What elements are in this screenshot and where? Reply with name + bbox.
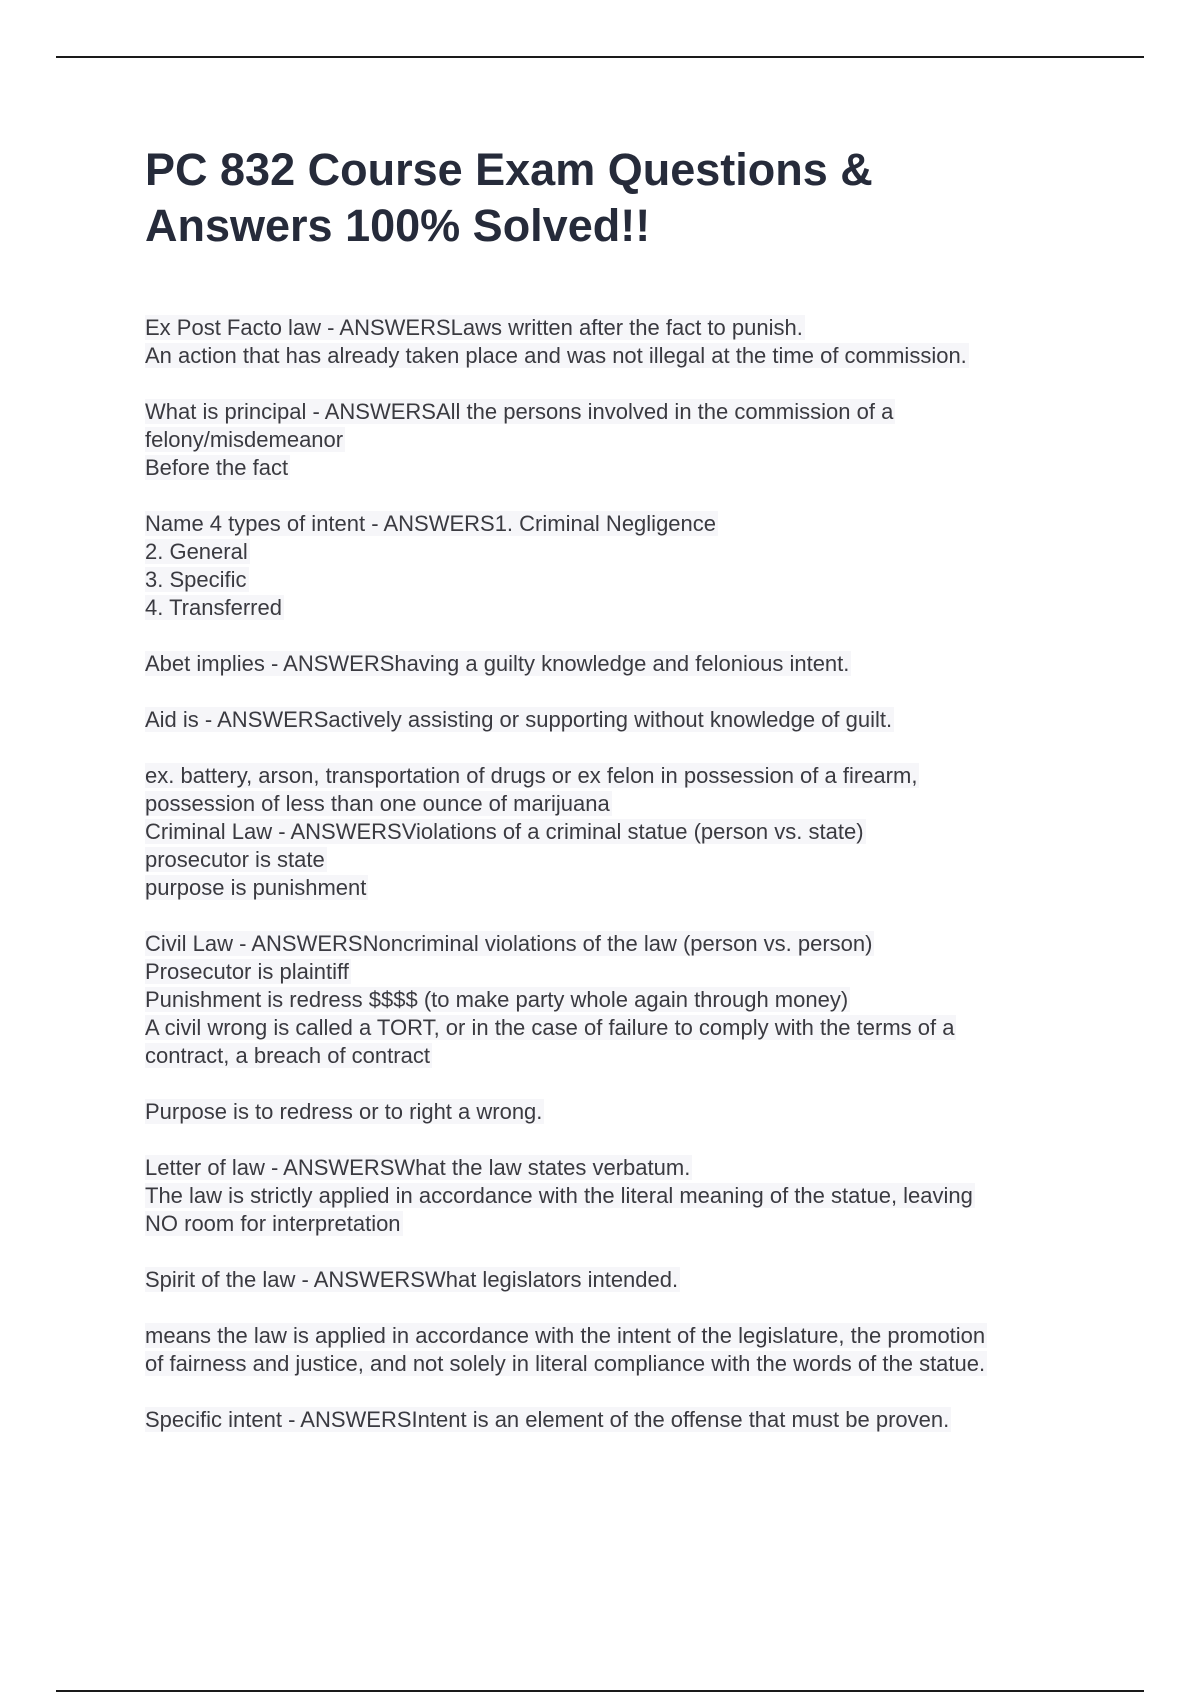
qa-line xyxy=(145,538,1085,566)
qa-entry xyxy=(145,930,1085,1070)
top-divider xyxy=(56,56,1144,58)
qa-line-text: Ex Post Facto law - ANSWERSLaws written after the fact to punish. xyxy=(145,315,803,340)
qa-line-text: ex. battery, arson, transportation of drugs or ex felon in possession of a firearm, xyxy=(145,763,918,788)
qa-entry xyxy=(145,510,1085,622)
qa-line xyxy=(145,874,1085,902)
qa-line-text: possession of less than one ounce of marijuana xyxy=(145,791,610,816)
qa-entry xyxy=(145,314,1085,370)
qa-entry xyxy=(145,1322,1085,1378)
qa-entry xyxy=(145,1154,1085,1238)
qa-line-text: A civil wrong is called a TORT, or in the case of failure to comply with the terms of a xyxy=(145,1015,955,1040)
qa-line-text: Abet implies - ANSWERShaving a guilty knowledge and felonious intent. xyxy=(145,651,850,676)
qa-line xyxy=(145,1406,1085,1434)
qa-line xyxy=(145,958,1085,986)
qa-line xyxy=(145,706,1085,734)
bottom-divider xyxy=(56,1690,1144,1692)
qa-line-text: felony/misdemeanor xyxy=(145,427,344,452)
title-line-2: Answers 100% Solved!! xyxy=(145,200,651,251)
qa-entry xyxy=(145,398,1085,482)
qa-line-text: purpose is punishment xyxy=(145,875,367,900)
qa-line-text: prosecutor is state xyxy=(145,847,325,872)
qa-line-text: The law is strictly applied in accordance with the literal meaning of the statue, leaving xyxy=(145,1183,973,1208)
qa-line xyxy=(145,510,1085,538)
qa-line xyxy=(145,342,1085,370)
qa-line xyxy=(145,314,1085,342)
qa-line-text: Before the fact xyxy=(145,455,289,480)
qa-line-text: An action that has already taken place and was not illegal at the time of commission. xyxy=(145,343,967,368)
title-line-1: PC 832 Course Exam Questions & xyxy=(145,144,873,195)
document-title xyxy=(145,142,1085,254)
qa-line xyxy=(145,846,1085,874)
qa-line xyxy=(145,1014,1085,1042)
qa-entry xyxy=(145,1266,1085,1294)
qa-line xyxy=(145,930,1085,958)
qa-line-text: 2. General xyxy=(145,539,248,564)
qa-line-text: What is principal - ANSWERSAll the persons involved in the commission of a xyxy=(145,399,894,424)
qa-line-text: Letter of law - ANSWERSWhat the law states verbatum. xyxy=(145,1155,691,1180)
qa-line xyxy=(145,1182,1085,1210)
qa-line-text: Purpose is to redress or to right a wrong. xyxy=(145,1099,543,1124)
qa-line xyxy=(145,1098,1085,1126)
qa-list xyxy=(145,314,1085,1434)
qa-entry xyxy=(145,1406,1085,1434)
qa-line-text: Criminal Law - ANSWERSViolations of a criminal statue (person vs. state) xyxy=(145,819,864,844)
qa-line-text: Civil Law - ANSWERSNoncriminal violations of the law (person vs. person) xyxy=(145,931,873,956)
qa-line xyxy=(145,790,1085,818)
qa-line xyxy=(145,454,1085,482)
qa-line-text: contract, a breach of contract xyxy=(145,1043,430,1068)
qa-line xyxy=(145,594,1085,622)
qa-line-text: 4. Transferred xyxy=(145,595,282,620)
qa-line xyxy=(145,762,1085,790)
qa-line-text: Name 4 types of intent - ANSWERS1. Criminal Negligence xyxy=(145,511,717,536)
qa-line-text: NO room for interpretation xyxy=(145,1211,401,1236)
qa-line-text: Prosecutor is plaintiff xyxy=(145,959,349,984)
qa-line xyxy=(145,1350,1085,1378)
qa-line xyxy=(145,650,1085,678)
qa-entry xyxy=(145,762,1085,902)
qa-line xyxy=(145,986,1085,1014)
qa-line-text: Punishment is redress $$$$ (to make party whole again through money) xyxy=(145,987,849,1012)
qa-line-text: Spirit of the law - ANSWERSWhat legislators intended. xyxy=(145,1267,679,1292)
qa-line xyxy=(145,1322,1085,1350)
qa-entry xyxy=(145,706,1085,734)
qa-line-text: 3. Specific xyxy=(145,567,247,592)
qa-line-text: Aid is - ANSWERSactively assisting or supporting without knowledge of guilt. xyxy=(145,707,893,732)
qa-entry xyxy=(145,650,1085,678)
qa-line xyxy=(145,1210,1085,1238)
qa-line xyxy=(145,426,1085,454)
qa-line-text: means the law is applied in accordance with the intent of the legislature, the promotion xyxy=(145,1323,986,1348)
qa-line xyxy=(145,1154,1085,1182)
qa-line xyxy=(145,566,1085,594)
document-body xyxy=(145,142,1085,1462)
qa-line-text: of fairness and justice, and not solely in literal compliance with the words of the statue. xyxy=(145,1351,986,1376)
qa-entry xyxy=(145,1098,1085,1126)
qa-line xyxy=(145,818,1085,846)
qa-line xyxy=(145,1266,1085,1294)
qa-line xyxy=(145,398,1085,426)
qa-line xyxy=(145,1042,1085,1070)
qa-line-text: Specific intent - ANSWERSIntent is an element of the offense that must be proven. xyxy=(145,1407,950,1432)
